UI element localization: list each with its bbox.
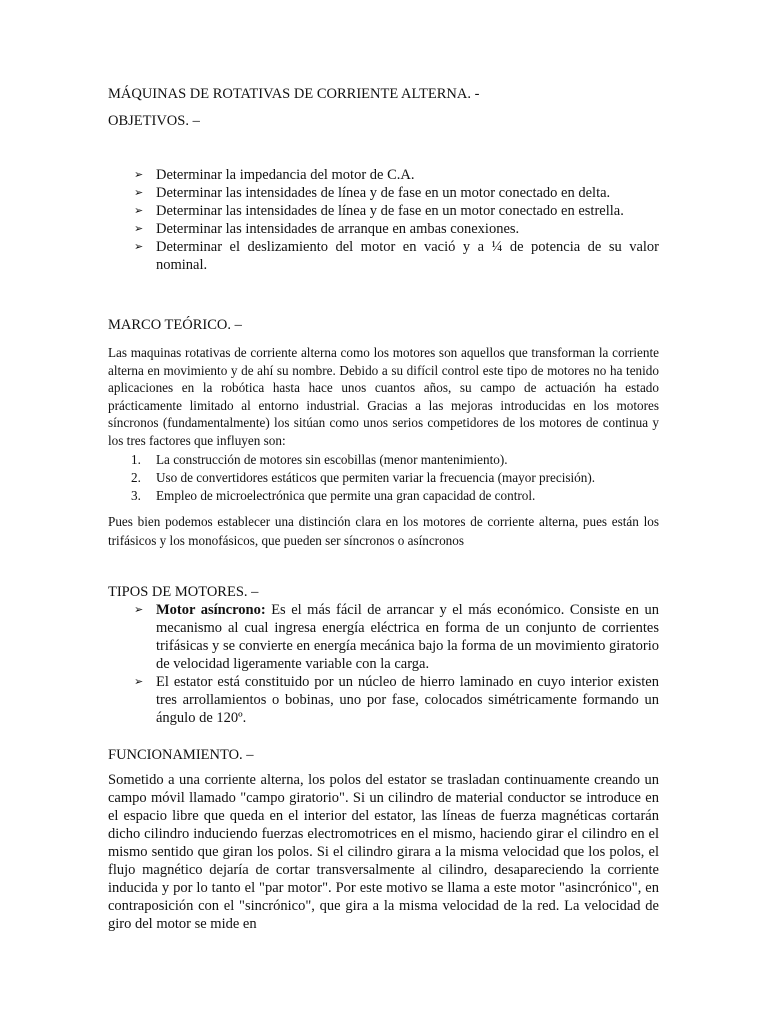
arrow-bullet-icon: ➢ (134, 186, 144, 199)
tipo-text: Es el más fácil de arrancar y el más económico. Consiste en un mecanismo al cual ingresa energía eléctrica en forma de un conjunto de corrientes trifásicas y se convierte en energía mecánica bajo la forma de un movimiento giratorio de velocidad ligeramente variable con la carga. (156, 602, 659, 672)
objetivo-text: Determinar la impedancia del motor de C.A. (156, 167, 415, 183)
motor-types-paragraph: Pues bien podemos establecer una distinción clara en los motores de corriente alterna, pues están los trifásicos y los monofásicos, que pueden ser síncronos o asíncronos (108, 514, 659, 548)
objetivo-text: Determinar las intensidades de línea y de fase en un motor conectado en estrella. (156, 203, 624, 219)
factor-item (131, 487, 659, 505)
objetivos-list (134, 166, 659, 274)
arrow-bullet-icon: ➢ (134, 204, 144, 217)
tipo-label: Motor asíncrono: (156, 602, 266, 618)
objetivo-text: Determinar el deslizamiento del motor en vació y a ¼ de potencia de su valor nominal. (156, 239, 659, 273)
arrow-bullet-icon: ➢ (134, 168, 144, 181)
objetivos-heading: OBJETIVOS. – (108, 113, 200, 129)
objetivo-item (134, 220, 659, 238)
tipos-list (134, 601, 659, 727)
objetivo-item (134, 202, 659, 220)
factor-number: 1. (131, 452, 141, 467)
marco-teorico-heading: MARCO TEÓRICO. – (108, 317, 242, 333)
factor-text: Uso de convertidores estáticos que permiten variar la frecuencia (mayor precisión). (156, 470, 596, 485)
document-title: MÁQUINAS DE ROTATIVAS DE CORRIENTE ALTERNA. - (108, 86, 480, 102)
objetivo-item (134, 184, 659, 202)
factor-text: Empleo de microelectrónica que permite una gran capacidad de control. (156, 488, 536, 503)
funcionamiento-paragraph: Sometido a una corriente alterna, los polos del estator se trasladan continuamente creando un campo móvil llamado "campo giratorio". Si un cilindro de material conductor se introduce en el espacio libre que queda en el interior del estator, las líneas de fuerza magnéticas cortarán dicho cilindro induciendo fuerzas electromotrices en el mismo, haciendo girar el cilindro en el mismo sentido que giran los polos. Si el cilindro girara a la misma velocidad que los polos, el flujo magnético dejaría de cortar transversalmente al cilindro, desapareciendo la corriente inducida y por lo tanto el "par motor". Por este motivo se llama a este motor "asincrónico", en contraposición con el "sincrónico", que gira a la misma velocidad de la red. La velocidad de giro del motor se mide en (108, 772, 659, 932)
factor-item (131, 469, 659, 487)
objetivo-item (134, 166, 659, 184)
tipo-item (134, 601, 659, 673)
arrow-bullet-icon: ➢ (134, 675, 144, 688)
factor-number: 2. (131, 470, 141, 485)
arrow-bullet-icon: ➢ (134, 240, 144, 253)
funcionamiento-heading: FUNCIONAMIENTO. – (108, 747, 254, 763)
marco-teorico-paragraph: Las maquinas rotativas de corriente alterna como los motores son aquellos que transforman la corriente alterna en movimiento y de ahí su nombre. Debido a su difícil control este tipo de motores no ha tenido aplicaciones en la robótica hasta hace unos cuantos años, su campo de actuación ha estado prácticamente limitado al entorno industrial. Gracias a las mejoras introducidas en los motores síncronos (fundamentalmente) los sitúan como unos serios competidores de los motores de continua y los tres factores que influyen son: (108, 345, 659, 448)
objetivo-text: Determinar las intensidades de línea y de fase en un motor conectado en delta. (156, 185, 611, 201)
tipos-motores-heading: TIPOS DE MOTORES. – (108, 584, 259, 600)
objetivo-text: Determinar las intensidades de arranque en ambas conexiones. (156, 221, 520, 237)
arrow-bullet-icon: ➢ (134, 222, 144, 235)
tipo-text: El estator está constituido por un núcleo de hierro laminado en cuyo interior existen tres arrollamientos o bobinas, uno por fase, colocados simétricamente formando un ángulo de 120º. (156, 674, 659, 726)
objetivo-item (134, 238, 659, 274)
arrow-bullet-icon: ➢ (134, 603, 144, 616)
factor-number: 3. (131, 488, 141, 503)
factor-item (131, 451, 659, 469)
factor-text: La construcción de motores sin escobillas (menor mantenimiento). (156, 452, 508, 467)
tipo-item (134, 673, 659, 727)
factors-list (131, 451, 659, 505)
